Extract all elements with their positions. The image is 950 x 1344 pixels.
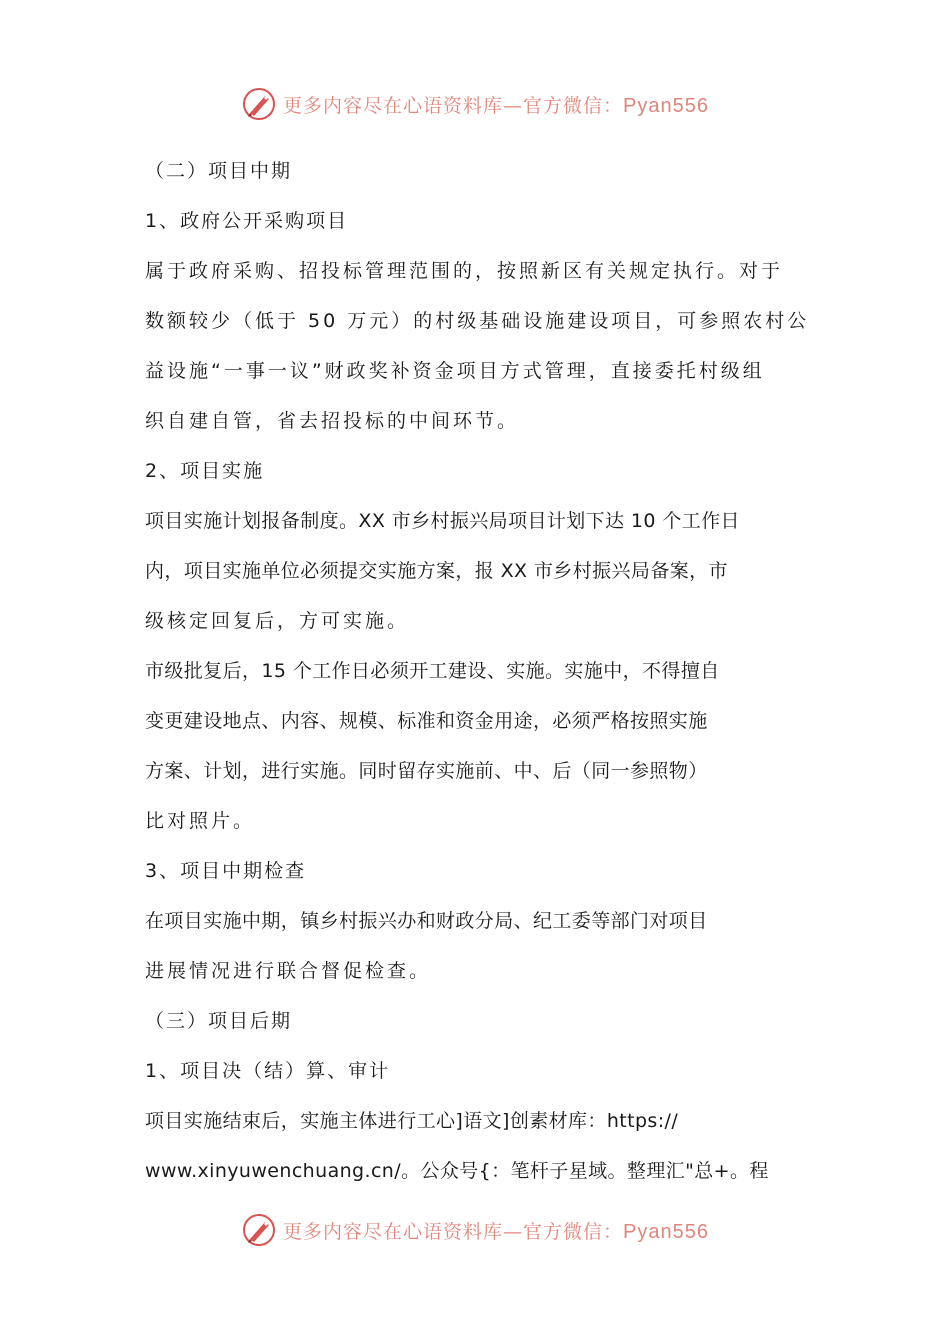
subheading-project-implementation: 2、项目实施 xyxy=(145,460,265,482)
pen-logo-icon xyxy=(241,86,277,122)
paragraph-line: www.xinyuwenchuang.cn/。公众号{：笔杆子星域。整理汇"总+。程 xyxy=(145,1160,769,1182)
paragraph-line: 级核定回复后，方可实施。 xyxy=(145,610,410,632)
section-heading-late-term: （三）项目后期 xyxy=(145,1010,293,1032)
paragraph-line: 织自建自管，省去招投标的中间环节。 xyxy=(145,410,520,432)
paragraph-line: 进展情况进行联合督促检查。 xyxy=(145,960,432,982)
paragraph-line: 数额较少（低于 50 万元）的村级基础设施建设项目，可参照农村公 xyxy=(145,310,810,332)
subheading-public-procurement: 1、政府公开采购项目 xyxy=(145,210,349,232)
paragraph-line: 项目实施结束后，实施主体进行工心]语文]创素材库：https:// xyxy=(145,1110,679,1132)
paragraph-line: 项目实施计划报备制度。XX 市乡村振兴局项目计划下达 10 个工作日 xyxy=(145,510,740,532)
paragraph-line: 益设施“一事一议”财政奖补资金项目方式管理，直接委托村级组 xyxy=(145,360,765,382)
watermark-text xyxy=(283,1217,709,1244)
document-body xyxy=(145,146,810,1196)
pen-logo-icon xyxy=(241,1212,277,1248)
paragraph-line: 市级批复后，15 个工作日必须开工建设、实施。实施中，不得擅自 xyxy=(145,660,720,682)
watermark-text xyxy=(283,91,709,118)
paragraph-line: 变更建设地点、内容、规模、标准和资金用途，必须严格按照实施 xyxy=(145,710,708,732)
watermark-wechat-id: Pyan556 xyxy=(623,94,709,117)
subheading-mid-term-inspection: 3、项目中期检查 xyxy=(145,860,307,882)
watermark-text-cn: 更多内容尽在心语资料库—官方微信： xyxy=(283,94,624,117)
paragraph-line: 内，项目实施单位必须提交实施方案，报 XX 市乡村振兴局备案，市 xyxy=(145,560,728,582)
watermark-banner-top xyxy=(0,82,950,126)
watermark-wechat-id: Pyan556 xyxy=(623,1220,709,1243)
subheading-settlement-audit: 1、项目决（结）算、审计 xyxy=(145,1060,391,1082)
section-heading-mid-term: （二）项目中期 xyxy=(145,160,293,182)
paragraph-line: 方案、计划，进行实施。同时留存实施前、中、后（同一参照物） xyxy=(145,760,708,782)
paragraph-line: 在项目实施中期，镇乡村振兴办和财政分局、纪工委等部门对项目 xyxy=(145,910,708,932)
watermark-text-cn: 更多内容尽在心语资料库—官方微信： xyxy=(283,1220,624,1243)
paragraph-line: 比对照片。 xyxy=(145,810,256,832)
paragraph-line: 属于政府采购、招投标管理范围的，按照新区有关规定执行。对于 xyxy=(145,260,784,282)
watermark-banner-bottom xyxy=(0,1208,950,1252)
